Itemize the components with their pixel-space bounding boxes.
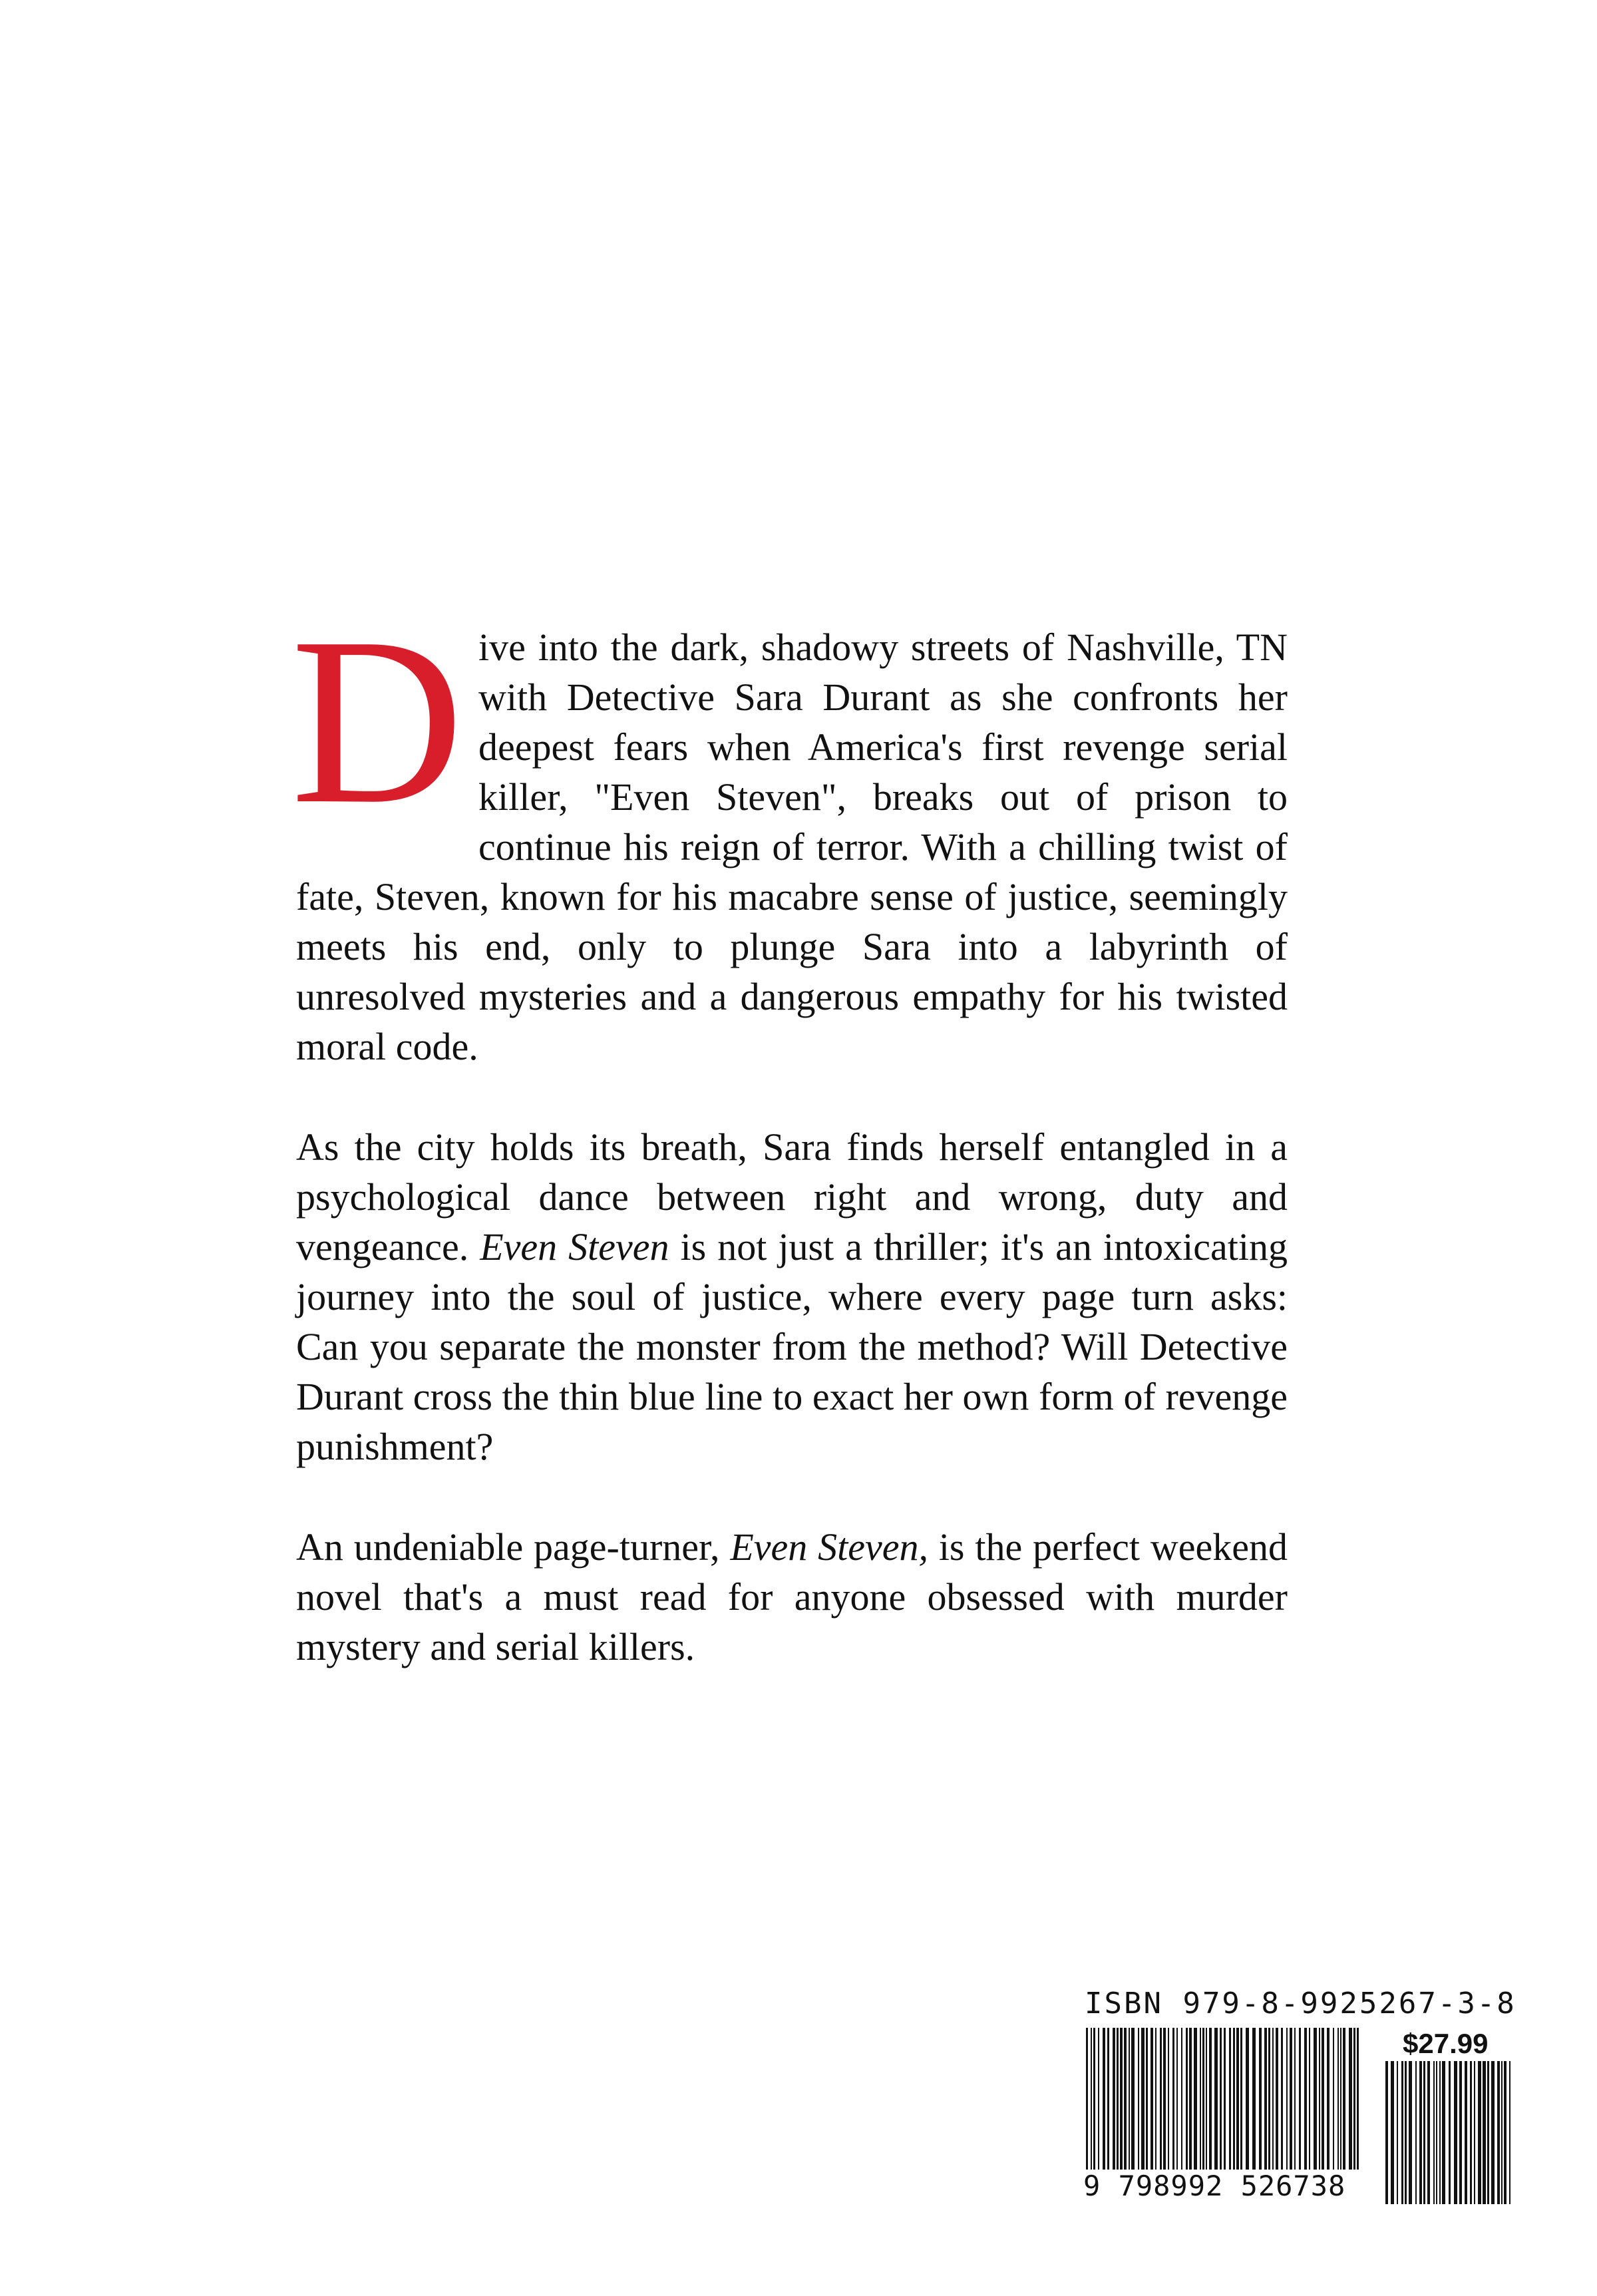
barcode-bar	[1304, 2028, 1307, 2181]
barcode-bar	[1124, 2028, 1127, 2181]
blurb-paragraph-2-text-a: As the city holds its breath, Sara finds herself entangled in a psychological dance between right and wrong, duty and vengeance.	[296, 1125, 1288, 1268]
barcode-bar	[1497, 2061, 1500, 2204]
barcode-bar	[1319, 2028, 1320, 2181]
barcode-bar	[1176, 2028, 1178, 2181]
barcode-bar	[1172, 2028, 1174, 2181]
barcode-bar	[1415, 2061, 1417, 2204]
barcode-bar	[1478, 2061, 1481, 2204]
barcode-bar	[1349, 2028, 1352, 2181]
book-title-italic: Even Steven	[480, 1225, 669, 1268]
barcode-bar	[1340, 2028, 1341, 2181]
blurb-paragraph-3	[296, 1522, 1288, 1672]
barcode-bar	[1290, 2028, 1292, 2181]
blurb-paragraph-2-text-b: is not just a thriller; it's an intoxicating journey into the soul of justice, where every page turn asks: Can you separate the monster from the method? Will Detective Durant cross the thin blue line to exact her own form of revenge punishment?	[296, 1225, 1288, 1468]
barcode-bar	[1160, 2028, 1162, 2181]
barcode-bar	[1141, 2028, 1145, 2181]
barcode-bar	[1337, 2028, 1339, 2181]
barcode-bar	[1276, 2028, 1278, 2181]
barcode-bar	[1168, 2028, 1169, 2181]
blurb-paragraph-3-text-b: is the perfect weekend novel that's a must read for anyone obsessed with murder mystery and serial killers.	[296, 1525, 1288, 1668]
barcode-bar	[1491, 2061, 1495, 2204]
barcode-bar	[1391, 2061, 1394, 2204]
barcode-bar	[1474, 2061, 1475, 2204]
barcode-bar	[1423, 2061, 1425, 2204]
barcode-bar	[1229, 2028, 1231, 2181]
barcode-bar	[1103, 2028, 1105, 2181]
back-cover-blurb	[291, 588, 1288, 1722]
barcode-bar	[1353, 2028, 1355, 2181]
barcode-bar	[1397, 2061, 1398, 2204]
barcode-bar	[1385, 2061, 1388, 2204]
isbn-label: ISBN 979-8-9925267-3-8	[1085, 1987, 1516, 2020]
barcode-bar	[1091, 2028, 1092, 2181]
price-label: $27.99	[1403, 2028, 1489, 2059]
barcode-bar	[1309, 2028, 1310, 2181]
barcode-bar	[1209, 2028, 1212, 2181]
barcode-bar	[1268, 2028, 1270, 2181]
barcode-bar	[1146, 2028, 1148, 2181]
barcode-bar	[1459, 2061, 1462, 2204]
barcode-bar	[1151, 2028, 1153, 2181]
barcode-bar	[1299, 2028, 1301, 2181]
barcode-bar	[1163, 2028, 1166, 2181]
barcode-bar	[1357, 2028, 1359, 2181]
barcode-bar	[1194, 2028, 1197, 2181]
barcode-bar	[1233, 2028, 1235, 2181]
book-title-italic: Even Steven,	[730, 1525, 928, 1569]
barcode-bar	[1333, 2028, 1334, 2181]
barcode-bar	[1504, 2061, 1507, 2204]
blurb-paragraph-3-text-a: An undeniable page-turner,	[296, 1525, 731, 1569]
barcode-bar	[1240, 2028, 1242, 2181]
barcode-digits: 9 798992 526738	[1083, 2170, 1363, 2202]
barcode-bar	[1314, 2028, 1317, 2181]
barcode-bar	[1294, 2028, 1296, 2181]
barcode-bar	[1405, 2061, 1407, 2204]
barcode-bar	[1206, 2028, 1207, 2181]
barcode-bar	[1409, 2061, 1412, 2204]
barcode-bar	[1186, 2028, 1188, 2181]
barcode-bar	[1272, 2028, 1274, 2181]
blurb-paragraph-1-text: ive into the dark, shadowy streets of Nashville, TN with Detective Sara Durant as she confronts her deepest fears when America's first revenge serial killer, "Even Steven", breaks out of prison to continue his reign of terror. With a chilling twist of fate, Steven, known for his macabre sense of justice, seemingly meets his end, only to plunge Sara into a labyrinth of unresolved mysteries and a dangerous empathy for his twisted moral code.	[296, 626, 1288, 1068]
barcode-bar	[1264, 2028, 1267, 2181]
barcode-bar	[1117, 2028, 1119, 2181]
barcode-bar	[1236, 2028, 1239, 2181]
blurb-paragraph-1	[291, 588, 1288, 1071]
barcode-bar	[1220, 2028, 1222, 2181]
barcode-bar	[1259, 2028, 1262, 2181]
barcode-bar	[1113, 2028, 1115, 2181]
ean-barcode-bars	[1083, 2028, 1363, 2181]
barcode-bar	[1189, 2028, 1192, 2181]
barcode-bar	[1454, 2061, 1457, 2204]
barcode-bar	[1470, 2061, 1472, 2204]
barcode-bar	[1427, 2061, 1430, 2204]
barcode-bar	[1449, 2061, 1451, 2204]
barcode-bar	[1281, 2028, 1283, 2181]
barcode-bar	[1224, 2028, 1226, 2181]
barcode-bar	[1246, 2028, 1249, 2181]
barcode-bar	[1093, 2028, 1095, 2181]
barcode-bar	[1465, 2061, 1467, 2204]
barcode-bar	[1214, 2028, 1218, 2181]
barcode-bar	[1327, 2028, 1330, 2181]
barcode-bar	[1439, 2061, 1441, 2204]
barcode-bar	[1155, 2028, 1156, 2181]
barcode-bar	[1202, 2028, 1204, 2181]
barcode-bar	[1419, 2061, 1422, 2204]
barcode-bar	[1286, 2028, 1288, 2181]
barcode-bar	[1181, 2028, 1182, 2181]
barcode-bar	[1120, 2028, 1123, 2181]
barcode-bar	[1322, 2028, 1324, 2181]
barcode-bar	[1442, 2061, 1445, 2204]
barcode-bar	[1200, 2028, 1201, 2181]
barcode-bar	[1131, 2028, 1135, 2181]
blurb-paragraph-2	[296, 1122, 1288, 1471]
price-addon-barcode-bars	[1383, 2061, 1516, 2204]
barcode-bar	[1401, 2061, 1403, 2204]
barcode-bar	[1501, 2061, 1503, 2204]
barcode-bar	[1129, 2028, 1130, 2181]
barcode-bar	[1252, 2028, 1256, 2181]
barcode-bar	[1433, 2061, 1435, 2204]
barcode-bar	[1436, 2061, 1437, 2204]
barcode-bar	[1138, 2028, 1139, 2181]
barcode-bar	[1343, 2028, 1345, 2181]
barcode-bar	[1107, 2028, 1109, 2181]
barcode-bar	[1086, 2028, 1088, 2181]
barcode-bar	[1509, 2061, 1510, 2204]
barcode-bar	[1098, 2028, 1099, 2181]
barcode-bar	[1483, 2061, 1486, 2204]
drop-cap-letter: D	[291, 588, 464, 853]
isbn-barcode-block	[1083, 1987, 1516, 2206]
barcode-bar	[1487, 2061, 1489, 2204]
